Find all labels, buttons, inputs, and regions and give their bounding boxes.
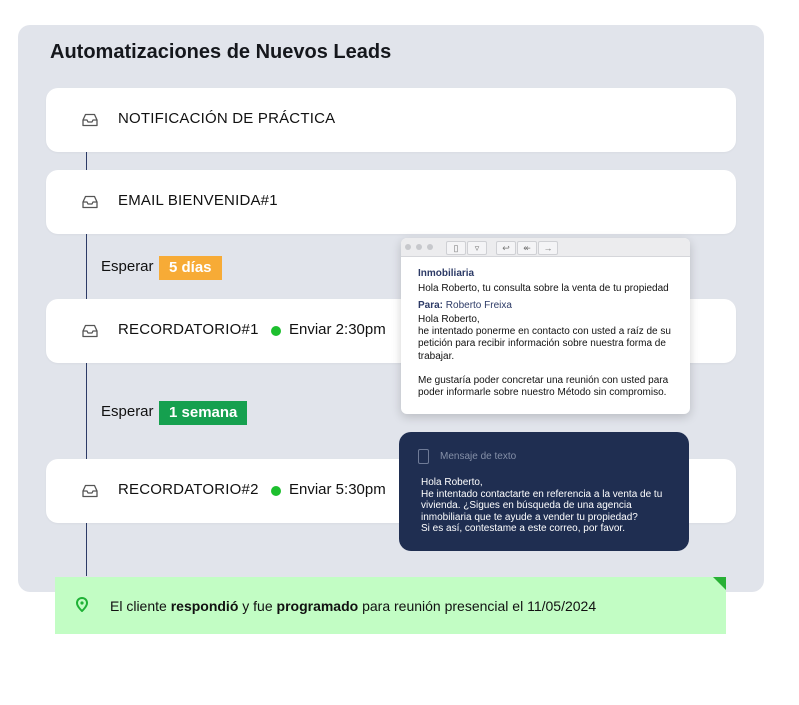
window-dot-icon (427, 244, 433, 250)
email-body: Hola Roberto, he intentado ponerme en contacto con usted a raíz de su petición para recibir información sobre nuestra forma de trabajar. Me gustaría poder concretar una reunión con usted para poder informarle sobre nuestro Método sin compromiso. (418, 314, 671, 399)
inbox-icon (82, 113, 98, 127)
archive-icon[interactable]: ▿ (467, 241, 487, 255)
location-pin-icon (76, 597, 88, 612)
green-dot-icon (271, 326, 281, 336)
green-dot-icon (271, 486, 281, 496)
inbox-icon (82, 484, 98, 498)
wait-label: Esperar (101, 403, 154, 420)
page-title: Automatizaciones de Nuevos Leads (50, 41, 392, 63)
email-preview-popup (401, 238, 690, 414)
step-label: NOTIFICACIÓN DE PRÁCTICA (118, 110, 336, 127)
trash-icon[interactable]: ▯ (446, 241, 466, 255)
inbox-icon (82, 195, 98, 209)
step-card-notificacion[interactable] (46, 88, 736, 152)
wait-badge-1-semana: 1 semana (159, 401, 247, 425)
window-dot-icon (405, 244, 411, 250)
inbox-icon (82, 324, 98, 338)
email-toolbar (401, 238, 690, 257)
wait-badge-5-dias: 5 días (159, 256, 222, 280)
phone-icon (418, 449, 429, 464)
forward-icon[interactable]: → (538, 241, 558, 255)
banner-text: para reunión presencial el 11/05/2024 (358, 598, 597, 614)
corner-fold (713, 577, 726, 590)
window-dot-icon (416, 244, 422, 250)
banner-text: y fue (238, 598, 277, 614)
email-recipient (418, 300, 512, 311)
step-label: RECORDATORIO#1 (118, 321, 259, 338)
reply-icon[interactable]: ↩ (496, 241, 516, 255)
result-banner (55, 577, 726, 634)
email-from: Inmobiliaria (418, 268, 475, 279)
sms-body: Hola Roberto, He intentado contactarte en referencia a la venta de tu vivienda. ¿Sigues en búsqueda de una agencia inmobiliaria que te ayude a vender tu propiedad? Si es así, contestame a este correo, por favor. (421, 477, 663, 534)
step-label: EMAIL BIENVENIDA#1 (118, 192, 278, 209)
send-time: Enviar 5:30pm (289, 481, 386, 498)
reply-all-icon[interactable]: ↞ (517, 241, 537, 255)
banner-message (110, 598, 596, 614)
banner-text: El cliente (110, 598, 171, 614)
step-card-email-bienvenida[interactable] (46, 170, 736, 234)
step-label: RECORDATORIO#2 (118, 481, 259, 498)
sms-preview-popup (399, 432, 689, 551)
email-to-label: Para: (418, 300, 444, 311)
sms-header: Mensaje de texto (440, 451, 517, 462)
email-to-name: Roberto Freixa (445, 300, 512, 311)
banner-bold: programado (276, 598, 359, 614)
email-subject: Hola Roberto, tu consulta sobre la venta de tu propiedad (418, 283, 669, 294)
banner-bold: respondió (170, 598, 239, 614)
wait-label: Esperar (101, 258, 154, 275)
send-time: Enviar 2:30pm (289, 321, 386, 338)
